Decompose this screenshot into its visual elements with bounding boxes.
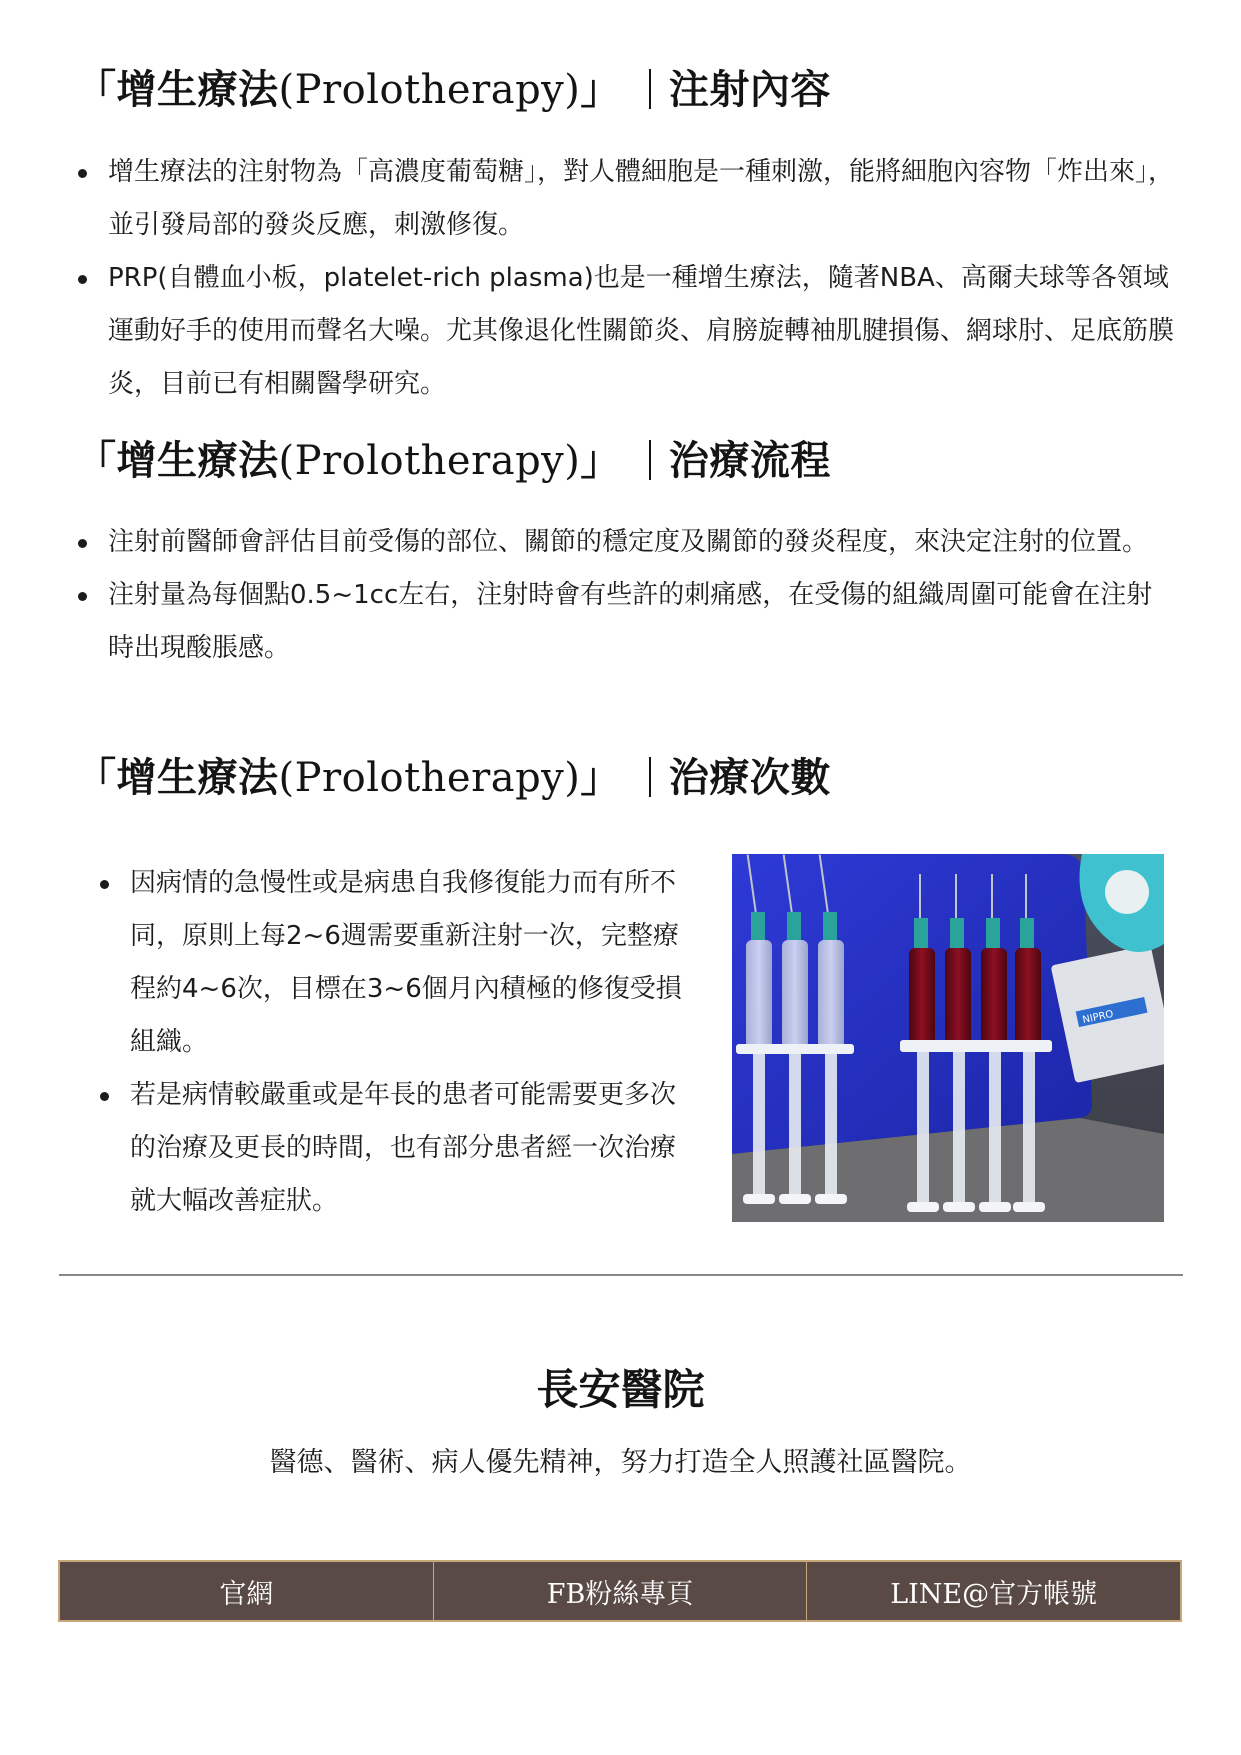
hospital-name: 長安醫院: [536, 1365, 705, 1414]
title-topic: 注射內容: [668, 67, 831, 113]
injection-content-list: [76, 146, 1176, 411]
package-label: NIPRO: [1081, 1008, 1115, 1027]
title-divider: [649, 757, 651, 797]
list-item: 若是病情較嚴重或是年長的患者可能需要更多次的治療及更長的時間，也有部分患者經一次治療就大幅改善症狀。: [98, 1069, 693, 1228]
title-suffix: 」: [580, 67, 621, 113]
title-topic: 治療次數: [668, 755, 831, 801]
section-title-treatment-count: [76, 750, 831, 806]
treatment-count-list: [98, 857, 693, 1228]
title-english: (Prolotherapy): [278, 438, 581, 484]
title-prefix: 「增生療法: [76, 67, 279, 113]
line-official-account-link[interactable]: LINE@官方帳號: [806, 1562, 1180, 1620]
title-divider: [649, 440, 651, 480]
list-item: 注射量為每個點0.5~1cc左右，注射時會有些許的刺痛感，在受傷的組織周圍可能會在注射時出現酸脹感。: [76, 569, 1176, 675]
syringes-illustration: [732, 854, 1164, 1222]
treatment-process-list: [76, 516, 1176, 675]
title-english: (Prolotherapy): [278, 755, 581, 801]
title-prefix: 「增生療法: [76, 755, 279, 801]
section-title-injection-content: [76, 62, 831, 118]
list-item: 增生療法的注射物為「高濃度葡萄糖」，對人體細胞是一種刺激，能將細胞內容物「炸出來」，並引發局部的發炎反應，刺激修復。: [76, 146, 1176, 252]
section-title-treatment-process: [76, 433, 831, 489]
title-suffix: 」: [580, 755, 621, 801]
title-topic: 治療流程: [668, 438, 831, 484]
title-prefix: 「增生療法: [76, 438, 279, 484]
syringes-photo: [732, 854, 1164, 1222]
list-item: PRP(自體血小板，platelet-rich plasma)也是一種增生療法，隨著NBA、高爾夫球等各領域運動好手的使用而聲名大噪。尤其像退化性關節炎、肩膀旋轉袖肌腱損傷、網球肘、足底筋膜炎，目前已有相關醫學研究。: [76, 252, 1176, 411]
footer-links-bar: [58, 1560, 1182, 1622]
section-divider: [59, 1274, 1183, 1276]
list-item: 因病情的急慢性或是病患自我修復能力而有所不同，原則上每2~6週需要重新注射一次，完整療程約4~6次，目標在3~6個月內積極的修復受損組織。: [98, 857, 693, 1069]
official-website-link[interactable]: 官網: [219, 1578, 274, 1610]
title-divider: [649, 69, 651, 109]
facebook-page-link[interactable]: FB粉絲專頁: [433, 1562, 807, 1620]
title-english: (Prolotherapy): [278, 67, 581, 113]
hospital-tagline: 醫德、醫術、病人優先精神，努力打造全人照護社區醫院。: [269, 1447, 972, 1478]
title-suffix: 」: [580, 438, 621, 484]
list-item: 注射前醫師會評估目前受傷的部位、關節的穩定度及關節的發炎程度，來決定注射的位置。: [76, 516, 1176, 569]
